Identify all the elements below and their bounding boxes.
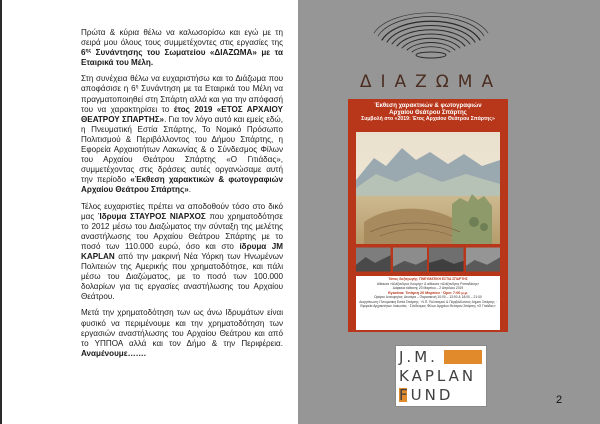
niarchos-foundation: Ίδρυμα ΣΤΑΥΡΟΣ ΝΙΑΡΧΟΣ (97, 211, 206, 221)
logo-orange-block (444, 350, 482, 364)
logo-line-kaplan: KAPLAN (399, 367, 477, 385)
logo-line-fund: FUND (399, 386, 454, 404)
kaplan-foundation: ίδρυμα JM KAPLAN (81, 241, 284, 261)
photo-thumbnail (466, 247, 501, 272)
poster-header (348, 102, 508, 123)
theatre-landscape-image (356, 132, 500, 244)
paragraph-foundations: Τέλος ευχαριστίες πρέπει να αποδοθούν τόσο στο δικό μας Ίδρυμα ΣΤΑΥΡΟΣ ΝΙΑΡΧΟΣ που χρηματοδότησε το 2012 μέσω του Διαζώματος την σύνταξη της μελέτης αναστήλωσης του Αρχαίου Θεάτρου Σπάρτης με το ποσό των 110.000 ευρώ, όσο και στο ίδρυμα JM KAPLAN από την μακρινή Νέα Υόρκη των Ηνωμένων Πολιτειών της Αμερικής που χρηματοδότησε, και πάλι μέσω του Διαζώματος, με το ποσό των 100.000 δολαρίων για τις εργασίες αναστήλωσης του Αρχαίου Θεάτρου. (81, 201, 284, 302)
meeting-number: $6^{\eta\varsigma}$ Συνάντησης του Σωματείου «ΔΙΑΖΩΜΑ» με τα Εταιρικά του Μέλη. (81, 48, 283, 68)
paragraph-thanks-diazoma: Στη συνέχεια θέλω να ευχαριστήσω και το Διάζωμα που αποφάσισε η $6^\eta$ Συνάντηση με τα Εταιρικά του Μέλη να πραγματοποιηθεί στη Σπάρτη αλλά και για την απόφασή του να χαρακτηρίσει το έτος 2019 «ΕΤΟΣ ΑΡΧΑΙΟΥ ΘΕΑΤΡΟΥ ΣΠΑΡΤΗΣ». Για τον λόγο αυτό και εμείς εδώ, η Πνευματική Εστία Σπάρτης, Το Νομικό Πρόσωπο Πολιτισμού & Περιβάλλοντος του Δήμου Σπάρτης, η Εφορεία Αρχαιοτήτων Λακωνίας & ο Σύνδεσμος Φίλων του Αρχαίου Θεάτρου Σπάρτης «Ο Γιτιάδας», συμμετέχοντας στις δράσεις αυτές οργανώσαμε αυτή την περίοδο «Έκθεση χαρακτικών & φωτογραφιών Αρχαίου Θεάτρου Σπάρτης». (81, 74, 284, 195)
paragraph-closing: Μετά την χρηματοδότηση των ως άνω Ιδρυμάτων είναι φυσικό να περιμένουμε και την χρηματοδότηση των εργασιών αναστήλωσης του Αρχαίου Θεάτρου και από το ΥΠΠΟΑ αλλά και τον Δήμο & την Περιφέρεια. Αναμένουμε……. (81, 308, 283, 358)
year-designation: έτος 2019 «ΕΤΟΣ ΑΡΧΑΙΟΥ ΘΕΑΤΡΟΥ ΣΠΑΡΤΗΣ» (81, 104, 284, 124)
poster-title-line1: Έκθεση χαρακτικών & φωτογραφιών (374, 102, 482, 109)
poster-venue: Τόπος διεξαγωγής: ΠΝΕΥΜΑΤΙΚΗ ΕΣΤΙΑ ΣΠΑΡΤΗΣ (388, 277, 468, 281)
exhibition-title: «Έκθεση χαρακτικών & φωτογραφιών Αρχαίου Θεάτρου Σπάρτης» (81, 175, 283, 195)
poster-hours: Ωράριο λειτουργίας: Δευτέρα – Παρασκευή 10:00 – 13:00 & 18:00 – 21:00 (374, 295, 482, 299)
diazoma-logo-icon (368, 6, 494, 64)
poster-opening: Εγκαίνια: Τετάρτη 20 Μαρτίου · Ώρα: 7:00 μ.μ. (388, 290, 468, 295)
page-border-line (0, 0, 2, 424)
jm-kaplan-fund-logo (395, 345, 487, 407)
page-number: 2 (556, 394, 563, 406)
photo-thumbnail (393, 247, 428, 272)
poster-organizers: Διοργάνωση: Πνευματική Εστία Σπάρτης · Ν.Π. Πολιτισμού & Περιβάλλοντος Δήμου Σπάρτης · Εφορεία Αρχαιοτήτων Λακωνίας · Σύνδεσμος Φίλων Αρχαίου Θεάτρου Σπάρτης «Ο Γιτιάδας» (359, 299, 497, 308)
closing-word: Αναμένουμε……. (81, 348, 147, 358)
photo-thumbnail (356, 247, 391, 272)
exhibition-poster (348, 99, 508, 332)
diazoma-brand-name: ΔΙΑΖΩΜΑ (359, 72, 503, 92)
poster-halls: Αίθουσα «Αλέξανδρος Κουμής» & αίθουσα «Αλέξανδρος Ραπαδάκης» (376, 281, 480, 286)
theatre-arcs-icon (368, 6, 494, 64)
photo-strip (356, 247, 500, 272)
poster-subtitle: Συμβολή στο «2019: Έτος Αρχαίου Θεάτρου Σπάρτης» (361, 116, 495, 123)
poster-info-panel (356, 276, 500, 330)
letter-text-column (81, 28, 283, 365)
paragraph-welcome: Πρώτα & κύρια θέλω να καλωσορίσω και εγώ με τη σειρά μου όλους τους συμμετέχοντες στις εργασίες της $6^{\eta\varsigma}$ Συνάντησης του Σωματείου «ΔΙΑΖΩΜΑ» με τα Εταιρικά του Μέλη. (81, 28, 283, 68)
poster-title-line2: Αρχαίου Θεάτρου Σπάρτης (389, 109, 467, 117)
logo-line-jm: J.M. (399, 348, 438, 366)
poster-dates: Διάρκεια έκθεσης 20 Μαρτίου – 2 Απριλίου 2019 (392, 286, 464, 290)
photo-thumbnail (429, 247, 464, 272)
left-page (0, 0, 298, 424)
